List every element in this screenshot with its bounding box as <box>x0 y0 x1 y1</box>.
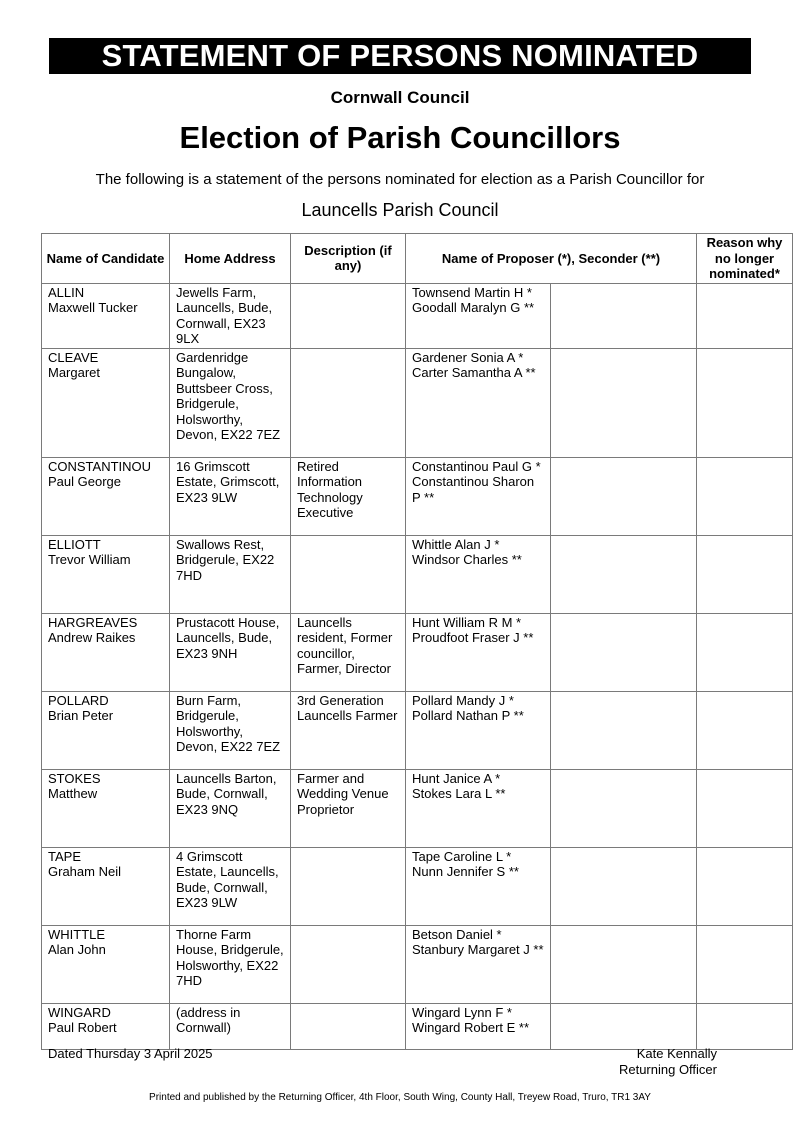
officer-name: Kate Kennally <box>636 1046 717 1061</box>
seconder-name: Proudfoot Fraser J ** <box>412 630 534 645</box>
reason-cell <box>697 1003 793 1049</box>
home-address-cell: Swallows Rest, Bridgerule, EX22 7HD <box>170 535 291 613</box>
candidate-name-cell <box>42 535 170 613</box>
parish-name: Launcells Parish Council <box>301 200 499 220</box>
candidate-name-cell <box>42 613 170 691</box>
table-row <box>42 847 793 925</box>
candidate-forenames: Matthew <box>48 786 98 801</box>
description-cell <box>291 348 406 457</box>
blank-cell <box>551 1003 697 1049</box>
blank-cell <box>551 925 697 1003</box>
returning-officer <box>619 1046 717 1078</box>
reason-cell <box>697 691 793 769</box>
proposer-name: Betson Daniel * <box>412 926 502 942</box>
reason-cell <box>697 769 793 847</box>
proposer-name: Pollard Mandy J * <box>412 692 514 708</box>
candidate-forenames: Brian Peter <box>48 708 114 723</box>
description-cell <box>291 283 406 348</box>
candidate-forenames: Andrew Raikes <box>48 630 136 645</box>
home-address-cell: Prustacott House, Launcells, Bude, EX23 9NH <box>170 613 291 691</box>
description-cell: Retired Information Technology Executive <box>291 457 406 535</box>
home-address-cell: 16 Grimscott Estate, Grimscott, EX23 9LW <box>170 457 291 535</box>
candidate-name-cell <box>42 769 170 847</box>
candidate-forenames: Paul Robert <box>48 1020 117 1035</box>
reason-cell <box>697 283 793 348</box>
seconder-name: Carter Samantha A ** <box>412 365 536 380</box>
officer-title: Returning Officer <box>618 1062 717 1077</box>
table-row <box>42 613 793 691</box>
printed-by: Printed and published by the Returning Officer, 4th Floor, South Wing, County Hall, Treyew Road, Truro, TR1 3AY <box>149 1092 651 1103</box>
blank-cell <box>551 283 697 348</box>
reason-cell <box>697 535 793 613</box>
table-row <box>42 691 793 769</box>
home-address-cell: (address in Cornwall) <box>170 1003 291 1049</box>
candidate-surname: POLLARD <box>48 692 109 708</box>
proposer-name: Hunt Janice A * <box>412 770 501 786</box>
proposer-cell <box>406 348 551 457</box>
table-row <box>42 457 793 535</box>
reason-cell <box>697 847 793 925</box>
table-row <box>42 283 793 348</box>
proposer-cell <box>406 925 551 1003</box>
proposer-name: Gardener Sonia A * <box>412 349 524 365</box>
council-name: Cornwall Council <box>330 88 470 107</box>
dated-line: Dated Thursday 3 April 2025 <box>48 1046 213 1061</box>
proposer-cell <box>406 613 551 691</box>
header-proposer-seconder: Name of Proposer (*), Seconder (**) <box>406 234 697 284</box>
proposer-name: Tape Caroline L * <box>412 848 512 864</box>
home-address-cell: Jewells Farm, Launcells, Bude, Cornwall, EX23 9LX <box>170 283 291 348</box>
home-address-cell: Burn Farm, Bridgerule, Holsworthy, Devon, EX22 7EZ <box>170 691 291 769</box>
candidate-surname: WINGARD <box>48 1004 111 1020</box>
candidate-name-cell <box>42 925 170 1003</box>
table-row <box>42 348 793 457</box>
table-row <box>42 769 793 847</box>
proposer-name: Wingard Lynn F * <box>412 1004 512 1020</box>
home-address-cell: 4 Grimscott Estate, Launcells, Bude, Cornwall, EX23 9LW <box>170 847 291 925</box>
reason-cell <box>697 348 793 457</box>
description-cell <box>291 925 406 1003</box>
proposer-cell <box>406 691 551 769</box>
document-banner: STATEMENT OF PERSONS NOMINATED <box>49 38 751 74</box>
blank-cell <box>551 691 697 769</box>
proposer-name: Constantinou Paul G * <box>412 458 541 474</box>
seconder-name: Goodall Maralyn G ** <box>412 300 535 315</box>
blank-cell <box>551 348 697 457</box>
proposer-cell <box>406 1003 551 1049</box>
candidate-name-cell <box>42 847 170 925</box>
seconder-name: Pollard Nathan P ** <box>412 708 524 723</box>
candidate-forenames: Paul George <box>48 474 121 489</box>
table-header-row <box>42 234 793 284</box>
seconder-name: Wingard Robert E ** <box>412 1020 530 1035</box>
seconder-name: Stokes Lara L ** <box>412 786 506 801</box>
table-row <box>42 1003 793 1049</box>
proposer-cell <box>406 769 551 847</box>
table-row <box>42 535 793 613</box>
proposer-cell <box>406 535 551 613</box>
candidate-surname: CONSTANTINOU <box>48 458 152 474</box>
proposer-name: Whittle Alan J * <box>412 536 500 552</box>
candidate-surname: STOKES <box>48 770 101 786</box>
header-description: Description (if any) <box>291 234 406 284</box>
description-cell: Launcells resident, Former councillor, Farmer, Director <box>291 613 406 691</box>
candidate-forenames: Graham Neil <box>48 864 121 879</box>
home-address-cell: Gardenridge Bungalow, Buttsbeer Cross, Bridgerule, Holsworthy, Devon, EX22 7EZ <box>170 348 291 457</box>
home-address-cell: Thorne Farm House, Bridgerule, Holsworthy, EX22 7HD <box>170 925 291 1003</box>
seconder-name: Constantinou Sharon P ** <box>412 474 535 505</box>
candidate-name-cell <box>42 348 170 457</box>
candidate-name-cell <box>42 1003 170 1049</box>
home-address-cell: Launcells Barton, Bude, Cornwall, EX23 9NQ <box>170 769 291 847</box>
description-cell <box>291 535 406 613</box>
description-cell: Farmer and Wedding Venue Proprietor <box>291 769 406 847</box>
table-row <box>42 925 793 1003</box>
candidate-name-cell <box>42 457 170 535</box>
blank-cell <box>551 457 697 535</box>
description-cell <box>291 847 406 925</box>
seconder-name: Windsor Charles ** <box>412 552 522 567</box>
seconder-name: Nunn Jennifer S ** <box>412 864 519 879</box>
candidate-surname: WHITTLE <box>48 926 106 942</box>
header-reason: Reason why no longer nominated* <box>697 234 793 284</box>
candidate-name-cell <box>42 691 170 769</box>
candidate-surname: ELLIOTT <box>48 536 101 552</box>
proposer-name: Townsend Martin H * <box>412 284 532 300</box>
candidate-forenames: Trevor William <box>48 552 131 567</box>
candidate-forenames: Alan John <box>48 942 106 957</box>
reason-cell <box>697 925 793 1003</box>
reason-cell <box>697 457 793 535</box>
candidate-forenames: Margaret <box>48 365 101 380</box>
proposer-cell <box>406 457 551 535</box>
candidate-surname: TAPE <box>48 848 81 864</box>
blank-cell <box>551 535 697 613</box>
proposer-cell <box>406 283 551 348</box>
header-home-address: Home Address <box>170 234 291 284</box>
election-title: Election of Parish Councillors <box>179 120 621 155</box>
intro-text: The following is a statement of the persons nominated for election as a Parish Councillor for <box>95 171 705 188</box>
reason-cell <box>697 613 793 691</box>
proposer-name: Hunt William R M * <box>412 614 522 630</box>
blank-cell <box>551 769 697 847</box>
blank-cell <box>551 847 697 925</box>
nominations-table <box>41 233 793 1050</box>
candidate-name-cell <box>42 283 170 348</box>
candidate-surname: HARGREAVES <box>48 614 138 630</box>
description-cell: 3rd Generation Launcells Farmer <box>291 691 406 769</box>
header-candidate-name: Name of Candidate <box>42 234 170 284</box>
candidate-forenames: Maxwell Tucker <box>48 300 138 315</box>
candidate-surname: ALLIN <box>48 284 85 300</box>
description-cell <box>291 1003 406 1049</box>
seconder-name: Stanbury Margaret J ** <box>412 942 544 957</box>
blank-cell <box>551 613 697 691</box>
candidate-surname: CLEAVE <box>48 349 99 365</box>
proposer-cell <box>406 847 551 925</box>
